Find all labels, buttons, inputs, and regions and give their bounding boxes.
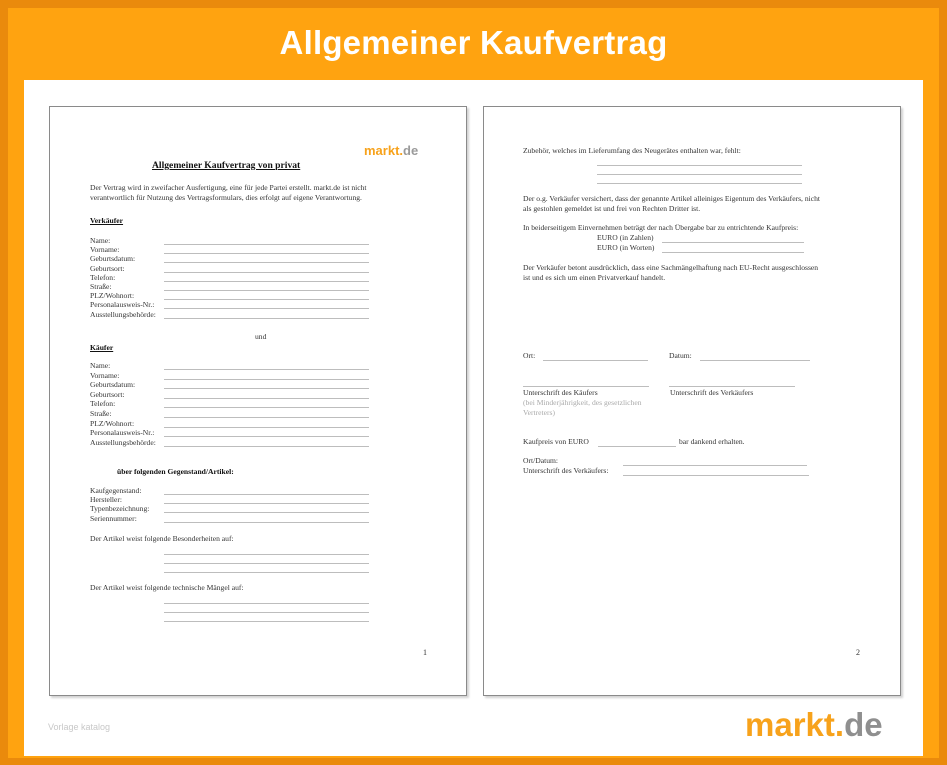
markt-logo [364,143,418,158]
field-line[interactable] [164,388,369,389]
field-label: PLZ/Wohnort: [90,418,135,428]
field-line[interactable] [164,398,369,399]
logo-markt: markt [745,706,835,743]
page-number: 2 [856,648,860,657]
intro-line: verantwortlich für Nutzung des Vertragsformulars, dies erfolgt auf eigene Verantwortung. [90,193,362,202]
markt-logo-large [745,708,883,741]
field-line[interactable] [164,318,369,319]
field-line[interactable] [164,427,369,428]
field-line[interactable] [164,417,369,418]
accessories-label: Zubehör, welches im Lieferumfang des Neugerätes enthalten war, fehlt: [523,146,741,155]
blank-line[interactable] [164,554,369,555]
field-label: Kaufgegenstand: [90,486,142,495]
field-label: Telefon: [90,399,116,409]
buyer-heading: Käufer [90,343,114,352]
page-number: 1 [423,648,427,657]
field-label: PLZ/Wohnort: [90,291,135,301]
price-received-field[interactable] [598,446,676,447]
field-label: Typenbezeichnung: [90,504,150,514]
place-date-label: Ort/Datum: [523,456,559,465]
field-label: Personalausweis-Nr.: [90,428,155,438]
field-label: Vorname: [90,245,120,255]
place-label: Ort: [523,351,536,360]
euro-words-label: EURO (in Worten) [597,243,655,252]
field-line[interactable] [164,436,369,437]
field-label: Straße: [90,282,112,291]
final-signature-field[interactable] [623,475,809,476]
field-line[interactable] [164,446,369,447]
field-line[interactable] [164,253,369,254]
intro-line: Der Vertrag wird in zweifacher Ausfertigung, eine für jede Partei erstellt. markt.de ist nicht [90,183,367,192]
euro-words-field[interactable] [662,252,804,253]
and-label: und [255,332,267,341]
blank-line[interactable] [164,572,369,573]
seller-signature-colon-label: Unterschrift des Verkäufers: [523,466,609,475]
field-label: Hersteller: [90,495,123,505]
buyer-signature-line[interactable] [523,386,649,387]
field-line[interactable] [164,522,369,523]
minor-note: Vertreters) [523,408,556,417]
blank-line[interactable] [597,174,802,175]
seller-heading: Verkäufer [90,216,124,225]
contract-title: Allgemeiner Kaufvertrag von privat [152,160,301,171]
field-label: Name: [90,361,111,370]
field-label: Ausstellungsbehörde: [90,309,156,319]
buyer-signature-label: Unterschrift des Käufers [523,388,598,397]
field-label: Telefon: [90,272,116,282]
page-title: Allgemeiner Kaufvertrag [279,24,668,61]
field-line[interactable] [164,503,369,504]
blank-line[interactable] [597,165,802,166]
field-line[interactable] [164,244,369,245]
special-features-label: Der Artikel weist folgende Besonderheiten auf: [90,534,234,543]
defects-label: Der Artikel weist folgende technische Mängel auf: [90,583,244,592]
logo-dot: . [399,143,404,158]
orange-frame [8,8,939,758]
field-label: Geburtsdatum: [90,380,136,390]
place-date-field[interactable] [623,465,807,466]
logo-dot: . [834,706,845,743]
field-line[interactable] [164,272,369,273]
contract-page-2 [483,106,901,696]
price-received-suffix: bar dankend erhalten. [679,437,745,446]
date-field[interactable] [700,360,810,361]
date-label: Datum: [669,351,692,360]
place-field[interactable] [543,360,648,361]
field-label: Vorname: [90,370,120,380]
euro-numbers-field[interactable] [662,242,804,243]
contract-page-1 [49,106,467,696]
object-heading: über folgenden Gegenstand/Artikel: [117,467,234,476]
field-label: Geburtsort: [90,389,125,399]
assurance-line: als gestohlen gemeldet ist und frei von Rechten Dritter ist. [523,204,701,213]
warranty-line: ist und es sich um einen Privatverkauf handelt. [523,273,666,282]
field-line[interactable] [164,494,369,495]
field-label: Geburtsort: [90,263,125,273]
blank-line[interactable] [164,621,369,622]
field-line[interactable] [164,262,369,263]
blank-line[interactable] [597,183,802,184]
field-line[interactable] [164,512,369,513]
field-label: Seriennummer: [90,513,137,523]
euro-numbers-label: EURO (in Zahlen) [597,233,654,242]
field-line[interactable] [164,308,369,309]
field-label: Personalausweis-Nr.: [90,300,155,310]
blank-line[interactable] [164,612,369,613]
logo-markt: markt [364,143,400,158]
blank-line[interactable] [164,603,369,604]
assurance-line: Der o.g. Verkäufer versichert, dass der genannte Artikel alleiniges Eigentum des Verkäufers, nicht [523,194,821,203]
field-label: Name: [90,236,111,245]
field-line[interactable] [164,379,369,380]
field-line[interactable] [164,369,369,370]
field-label: Ausstellungsbehörde: [90,437,156,447]
seller-signature-label: Unterschrift des Verkäufers [670,388,754,397]
blank-line[interactable] [164,563,369,564]
watermark: Vorlage katalog [48,722,111,732]
field-line[interactable] [164,281,369,282]
field-label: Straße: [90,409,112,418]
field-label: Geburtsdatum: [90,254,136,264]
preview-panel [24,80,923,756]
logo-de: de [403,143,419,158]
field-line[interactable] [164,299,369,300]
seller-signature-line[interactable] [669,386,795,387]
warranty-line: Der Verkäufer betont ausdrücklich, dass eine Sachmängelhaftung nach EU-Recht ausgeschlossen [523,263,819,272]
field-line[interactable] [164,290,369,291]
price-intro: In beiderseitigem Einvernehmen beträgt der nach Übergabe bar zu entrichtende Kaufpreis: [523,223,799,232]
field-line[interactable] [164,407,369,408]
price-received-prefix: Kaufpreis von EURO [523,437,589,446]
logo-de: de [844,706,883,743]
minor-note: (bei Minderjährigkeit, des gesetzlichen [523,398,642,407]
